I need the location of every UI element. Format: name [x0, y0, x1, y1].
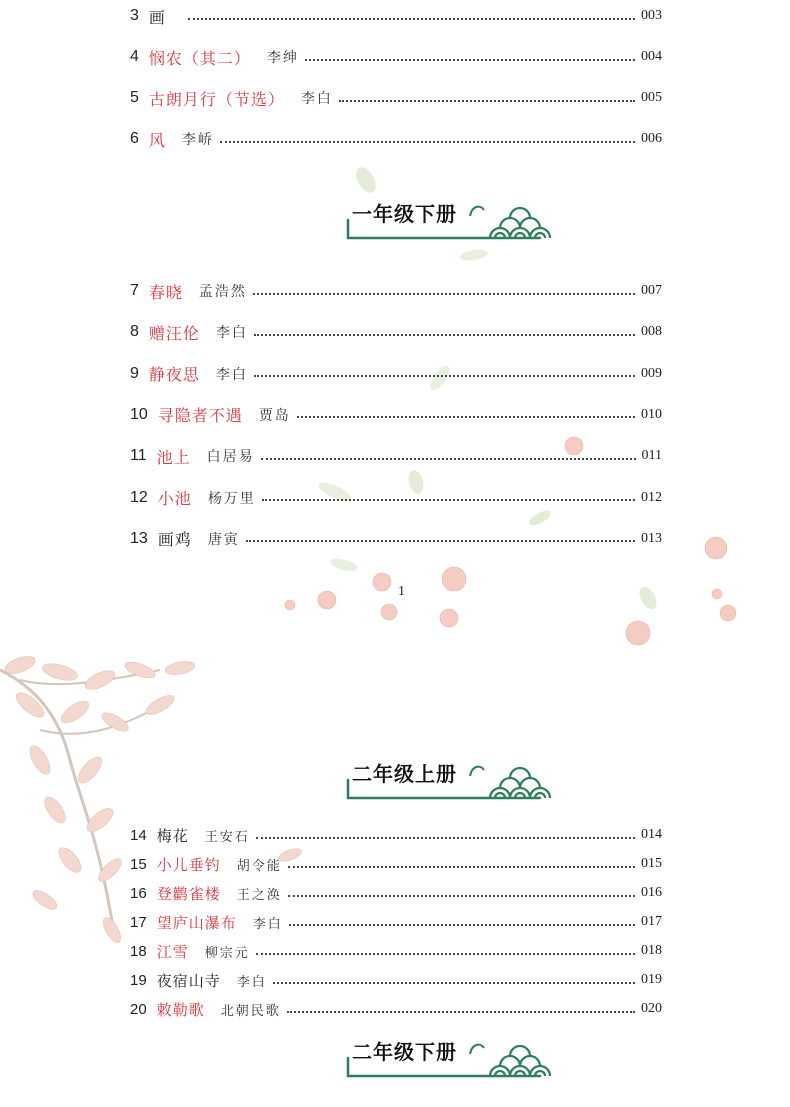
dot-leader: [256, 952, 635, 955]
poem-title: 夜宿山寺: [156, 971, 221, 990]
dot-leader: [273, 981, 635, 984]
poem-title: 登鹳雀楼: [156, 884, 221, 903]
section-title: 二年级下册: [352, 1040, 457, 1064]
entry-number: 8: [130, 323, 139, 341]
poem-title: 小儿垂钓: [156, 855, 221, 874]
poem-author: 李绅: [266, 50, 299, 66]
toc-entry[interactable]: [130, 997, 662, 1021]
entry-number: 11: [130, 447, 147, 465]
entry-number: 3: [130, 7, 139, 24]
page-ref: 016: [641, 885, 662, 900]
toc-entry[interactable]: [130, 45, 662, 69]
poem-author: 李白: [300, 91, 333, 107]
poem-title: 小池: [157, 489, 192, 508]
poem-title: 悯农（其二）: [148, 48, 251, 68]
poem-title: 望庐山瀑布: [156, 913, 237, 932]
dot-leader: [288, 894, 635, 897]
entry-number: 4: [130, 48, 139, 65]
entry-number: 18: [130, 942, 147, 960]
dot-leader: [289, 923, 635, 926]
section-title: 二年级上册: [352, 762, 457, 786]
page-ref: 003: [641, 8, 662, 23]
toc-entry[interactable]: [130, 279, 662, 303]
toc-entry[interactable]: [130, 444, 662, 468]
page-ref: 018: [641, 943, 662, 958]
dot-leader: [287, 1010, 635, 1013]
poem-title: 春晓: [148, 282, 183, 302]
page-ref: 013: [641, 530, 662, 546]
dot-leader: [262, 498, 635, 501]
toc-entry[interactable]: [130, 486, 662, 510]
page-ref: 010: [641, 406, 662, 422]
poem-author: 李峤: [181, 132, 214, 148]
poem-author: 李白: [252, 916, 283, 932]
entry-number: 10: [130, 405, 148, 423]
dot-leader: [246, 539, 635, 542]
entry-number: 20: [130, 1000, 147, 1018]
entry-number: 5: [130, 89, 139, 106]
toc-entry[interactable]: [130, 881, 662, 905]
poem-title: 风: [148, 130, 166, 150]
poem-author: 李白: [236, 974, 267, 990]
dot-leader: [305, 58, 635, 61]
poem-author: 胡令能: [236, 858, 282, 874]
dot-leader: [188, 17, 635, 20]
page-ref: 012: [641, 489, 662, 505]
page-ref: 015: [641, 856, 662, 871]
poem-title: 梅花: [156, 826, 189, 845]
page-ref: 004: [641, 49, 662, 64]
dot-leader: [261, 457, 636, 460]
poem-author: 白居易: [206, 449, 255, 466]
section-title: 一年级下册: [352, 202, 457, 226]
entry-number: 15: [130, 855, 147, 873]
page-ref: 006: [641, 131, 662, 146]
poem-title: 静夜思: [148, 365, 200, 385]
dot-leader: [288, 865, 635, 868]
poem-author: 王之涣: [236, 887, 282, 903]
poem-title: 画: [148, 7, 166, 27]
toc-entry[interactable]: [130, 939, 662, 963]
poem-author: 贾岛: [258, 407, 291, 424]
toc-entry[interactable]: [130, 527, 662, 551]
toc-entry[interactable]: [130, 403, 662, 427]
poem-author: 北朝民歌: [220, 1003, 281, 1019]
entry-number: 12: [130, 488, 148, 506]
poem-title: 池上: [156, 447, 191, 467]
entry-number: 9: [130, 364, 139, 382]
dot-leader: [253, 292, 635, 295]
toc-entry[interactable]: [130, 968, 662, 992]
poem-title: 敕勒歌: [156, 1000, 205, 1019]
section-heading-grade2-second: [340, 1036, 570, 1086]
page-ref: 008: [641, 324, 662, 340]
entry-number: 13: [130, 529, 148, 547]
page-ref: 014: [641, 827, 662, 842]
poem-author: 李白: [215, 325, 248, 342]
poem-title: 古朗月行（节选）: [148, 89, 285, 109]
poem-author: 王安石: [204, 829, 250, 845]
section-heading-grade2-first: [340, 758, 570, 808]
toc-entry[interactable]: [130, 4, 662, 28]
dot-leader: [297, 415, 635, 418]
dot-leader: [254, 374, 635, 377]
dot-leader: [339, 99, 635, 102]
page-ref: 005: [641, 90, 662, 105]
toc-entry[interactable]: [130, 910, 662, 934]
page-ref: 009: [641, 365, 662, 381]
entry-number: 16: [130, 884, 147, 902]
toc-entry[interactable]: [130, 86, 662, 110]
poem-author: 柳宗元: [204, 945, 250, 961]
poem-author: 杨万里: [207, 490, 256, 507]
page-ref: 011: [641, 448, 662, 464]
entry-number: 19: [130, 971, 147, 989]
toc-entry[interactable]: [130, 362, 662, 386]
toc-entry[interactable]: [130, 852, 662, 876]
dot-leader: [254, 333, 635, 336]
entry-number: 7: [130, 282, 139, 299]
page-ref: 017: [641, 914, 662, 929]
section-heading-grade1-second: [340, 198, 570, 248]
page-ref: 007: [641, 283, 662, 298]
poem-author: 唐寅: [207, 531, 240, 548]
poem-title: 赠汪伦: [148, 323, 200, 343]
poem-title: 江雪: [156, 942, 189, 961]
page-number: 1: [398, 584, 405, 599]
toc-entry[interactable]: [130, 320, 662, 344]
poem-title: 寻隐者不遇: [157, 406, 243, 426]
page-ref: 020: [641, 1001, 662, 1016]
dot-leader: [256, 836, 635, 839]
entry-number: 6: [130, 130, 139, 147]
entry-number: 17: [130, 913, 147, 931]
dot-leader: [220, 140, 635, 143]
poem-author: 孟浩然: [198, 284, 247, 300]
entry-number: 14: [130, 826, 147, 844]
poem-title: 画鸡: [157, 530, 192, 550]
poem-author: 李白: [215, 366, 248, 383]
page-ref: 019: [641, 972, 662, 987]
toc-entry[interactable]: [130, 823, 662, 847]
toc-entry[interactable]: [130, 127, 662, 151]
